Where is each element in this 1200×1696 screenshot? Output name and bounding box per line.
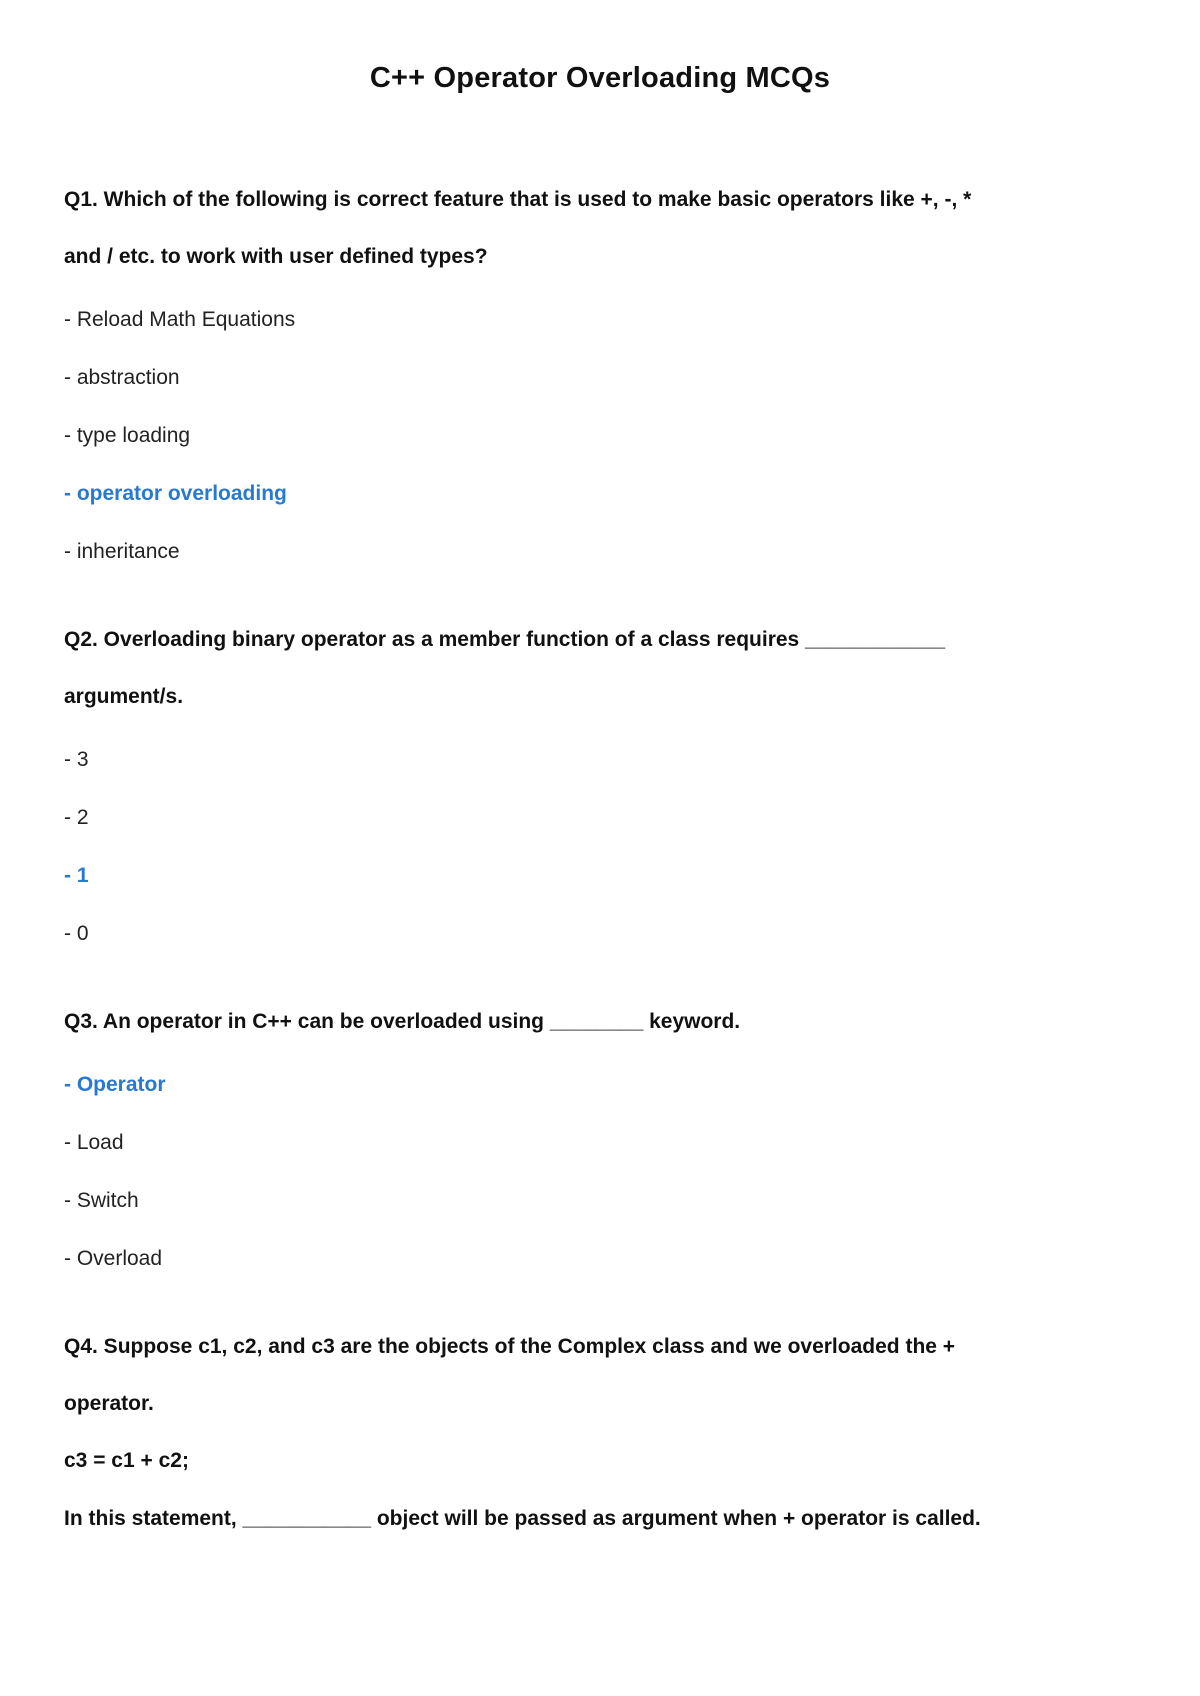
correct-option: - operator overloading xyxy=(64,482,287,505)
option: - abstraction xyxy=(64,366,180,389)
question-2-text-line-1: Q2. Overloading binary operator as a member function of a class requires ____________ xyxy=(64,628,946,651)
option: - Switch xyxy=(64,1189,139,1212)
question-4-text-line-2: operator. xyxy=(64,1392,154,1415)
question-2-text-line-2: argument/s. xyxy=(64,685,184,708)
option: - Load xyxy=(64,1131,124,1154)
option: - inheritance xyxy=(64,540,180,563)
question-3-text-line-1: Q3. An operator in C++ can be overloaded using ________ keyword. xyxy=(64,1010,741,1033)
correct-option: - 1 xyxy=(64,864,89,887)
question-4-code: c3 = c1 + c2; xyxy=(64,1449,189,1472)
option: - 0 xyxy=(64,922,89,945)
question-4-text-line-3: In this statement, ___________ object will be passed as argument when + operator is called. xyxy=(64,1507,981,1530)
question-1-text-line-2: and / etc. to work with user defined types? xyxy=(64,245,488,268)
question-2 xyxy=(64,611,1136,963)
option: - Overload xyxy=(64,1247,163,1270)
question-4 xyxy=(64,1318,1136,1547)
correct-option: - Operator xyxy=(64,1073,166,1096)
option: - 3 xyxy=(64,748,89,771)
question-1-text-line-1: Q1. Which of the following is correct feature that is used to make basic operators like +, -, * xyxy=(64,188,972,211)
option: - Reload Math Equations xyxy=(64,308,296,331)
question-3-options xyxy=(64,1056,1136,1288)
question-4-text-line-1: Q4. Suppose c1, c2, and c3 are the objects of the Complex class and we overloaded the + xyxy=(64,1335,956,1358)
option: - 2 xyxy=(64,806,89,829)
question-3 xyxy=(64,993,1136,1288)
option: - type loading xyxy=(64,424,191,447)
question-1-options xyxy=(64,291,1136,581)
page-title: C++ Operator Overloading MCQs xyxy=(369,62,831,94)
question-1 xyxy=(64,171,1136,581)
question-2-options xyxy=(64,731,1136,963)
